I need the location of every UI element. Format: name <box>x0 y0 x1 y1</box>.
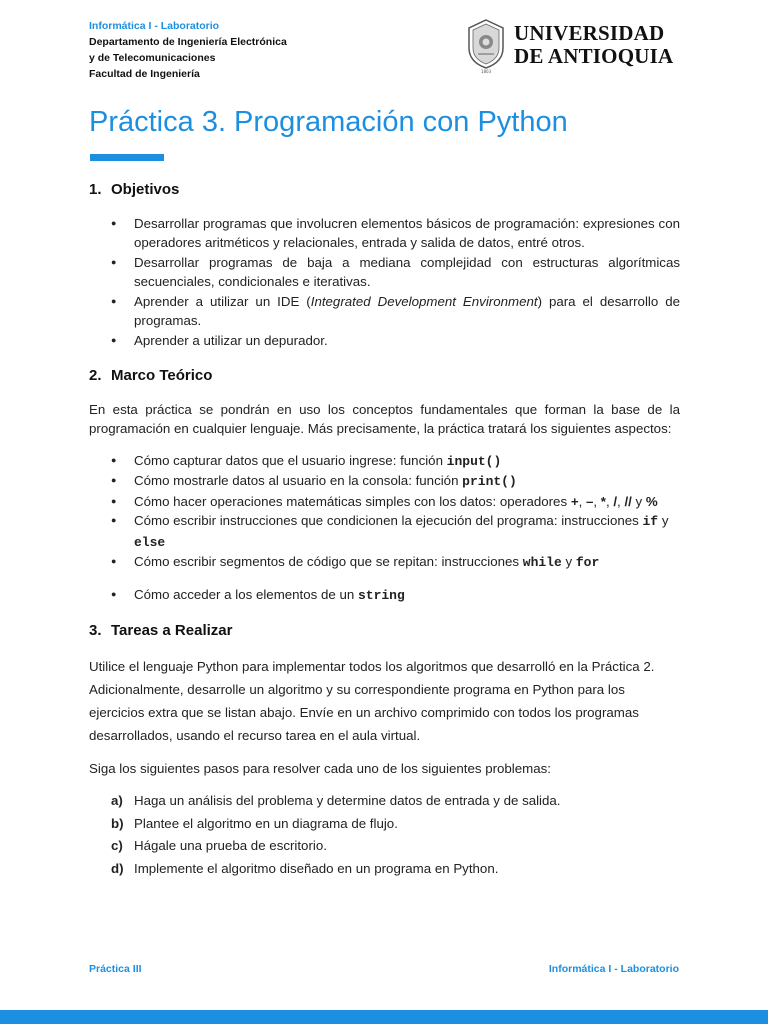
footer-left: Práctica III <box>89 963 142 975</box>
seal-year: 1803 <box>480 69 492 74</box>
list-item: ● Aprender a utilizar un IDE (Integrated Development Environment) para el desarrollo de programas. <box>89 292 680 331</box>
document-body <box>89 180 680 880</box>
code-term: else <box>134 534 166 550</box>
steps-intro: Siga los siguientes pasos para resolver cada uno de los siguientes problemas: <box>89 760 551 776</box>
list-item: ● Desarrollar programas de baja a mediana complejidad con estructuras algorítmicas secuenciales, condicionales e iterativas. <box>89 253 680 292</box>
department-line-2: y de Telecomunicaciones <box>89 52 216 64</box>
university-name <box>514 22 673 68</box>
objectives-list <box>89 214 680 351</box>
course-name: Informática I - Laboratorio <box>89 20 220 32</box>
list-item: a) Haga un análisis del problema y determine datos de entrada y de salida. <box>111 793 561 808</box>
list-item: ● Aprender a utilizar un depurador. <box>89 331 680 351</box>
list-item: d) Implemente el algoritmo diseñado en un programa en Python. <box>111 860 499 876</box>
concepts-list <box>89 451 680 606</box>
university-seal-icon <box>466 18 506 74</box>
list-item: ● Cómo escribir segmentos de código que se repitan: instrucciones while y for <box>89 552 680 573</box>
section-heading-objetivos <box>89 180 680 200</box>
steps-list <box>89 790 680 880</box>
section-title: Tareas a Realizar <box>111 622 233 639</box>
faculty-name: Facultad de Ingeniería <box>89 68 200 80</box>
university-name-line-1: UNIVERSIDAD <box>514 21 665 45</box>
marco-intro: En esta práctica se pondrán en uso los conceptos fundamentales que forman la base de la programación en cualquier lenguaje. Más precisamente, la práctica tratará los siguientes aspectos: <box>89 401 680 436</box>
section-title: Objetivos <box>111 181 180 198</box>
footer-bar <box>0 1010 768 1024</box>
list-item: ● Cómo capturar datos que el usuario ingrese: función input() <box>89 451 680 472</box>
university-logo <box>466 18 686 78</box>
document-header <box>89 18 287 82</box>
list-item: ● Cómo hacer operaciones matemáticas simples con los datos: operadores +, –, *, /, // y % <box>89 492 680 512</box>
university-name-line-2: DE ANTIOQUIA <box>514 44 674 68</box>
list-item: b) Plantee el algoritmo en un diagrama de flujo. <box>111 815 398 831</box>
section-title: Marco Teórico <box>111 367 213 384</box>
code-term: input() <box>446 453 502 469</box>
italic-term: Integrated Development Environment <box>310 293 538 309</box>
section-number: 2. <box>89 367 102 384</box>
section-heading-marco <box>89 366 680 386</box>
code-term: for <box>575 555 600 570</box>
list-item: ● Cómo mostrarle datos al usuario en la consola: función print() <box>89 471 680 492</box>
section-number: 3. <box>89 622 102 639</box>
section-number: 1. <box>89 181 102 198</box>
section-heading-tareas <box>89 621 680 641</box>
code-term: while <box>522 555 562 570</box>
code-term: string <box>357 587 405 603</box>
code-term: if <box>642 514 659 529</box>
footer-right: Informática I - Laboratorio <box>548 963 679 975</box>
department-line-1: Departamento de Ingeniería Electrónica <box>89 36 287 48</box>
list-item: ● Cómo escribir instrucciones que condicionen la ejecución del programa: instrucciones if y else <box>89 511 680 552</box>
list-item: ● Cómo acceder a los elementos de un string <box>89 585 680 606</box>
list-item: ● Desarrollar programas que involucren elementos básicos de programación: expresiones con operadores aritméticos y relacionales, entrada y salida de datos, entré otros. <box>89 214 680 253</box>
title-underline <box>90 154 164 161</box>
code-term: print() <box>462 474 517 489</box>
list-item: c) Hágale una prueba de escritorio. <box>111 838 327 853</box>
page-title: Práctica 3. Programación con Python <box>89 106 568 138</box>
tareas-paragraph: Utilice el lenguaje Python para implementar todos los algoritmos que desarrolló en la Práctica 2. Adicionalmente, desarrolle un algoritmo y su correspondiente programa en Python para los ejercicios extra que se listan abajo. Envíe en un archivo comprimido con todos los programas desarrollados, usando el recurso tarea en el aula virtual. <box>89 658 655 743</box>
